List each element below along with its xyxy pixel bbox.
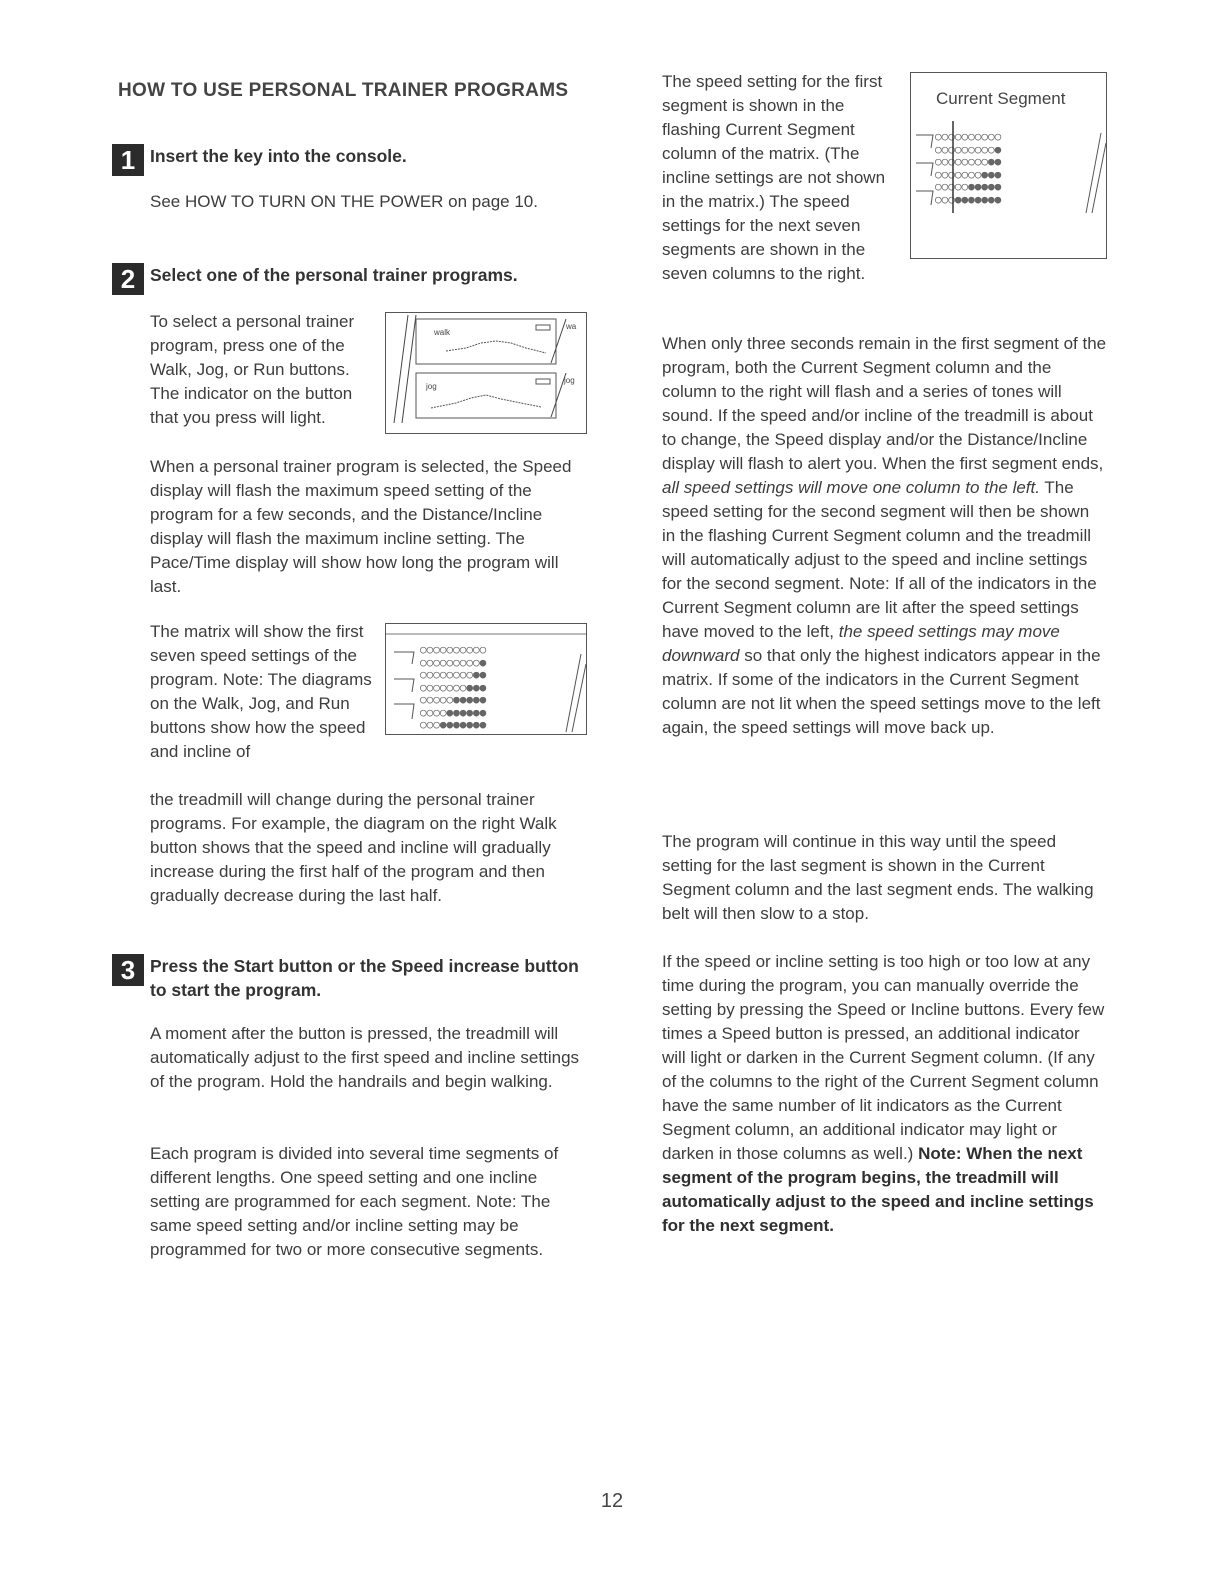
jog-button-label: jog [426, 382, 437, 391]
right-para-1: The speed setting for the first segment is shown in the flashing Current Segment column of the matrix. (The incline settings are not shown in the matrix.) The speed settings for the next seven segments are shown in the seven columns to the right. [662, 72, 886, 283]
step-number-2: 2 [112, 263, 144, 295]
current-segment-lines [911, 73, 1106, 258]
page-heading: HOW TO USE PERSONAL TRAINER PROGRAMS [118, 80, 569, 101]
right-para-2-start: When only three seconds remain in the first segment of the program, both the Current Segment column and the column to the right will flash and a series of tones will sound. If the speed and/or incline of the treadmill is about to change, the Speed display and/or the Distance/Incline display will flash to alert you. When the first segment ends, [662, 334, 1107, 473]
step-title-1: Insert the key into the console. [150, 146, 407, 166]
current-segment-label: Current Segment [936, 89, 1066, 108]
step-title-2: Select one of the personal trainer programs. [150, 265, 518, 285]
right-para-3: The program will continue in this way until the speed setting for the last segment is shown in the Current Segment column and the last segment ends. The walking belt will then slow to a stop. [662, 832, 1094, 923]
matrix-frame-lines [386, 624, 586, 734]
step-number-3: 3 [112, 954, 144, 986]
step-2-display-text: When a personal trainer program is selected, the Speed display will flash the maximum speed setting of the program for a few seconds, and the Distance/Incline display will flash the maximum incline setting. The Pace/Time display will show how long the program will last. [150, 457, 572, 596]
speed-matrix-figure [385, 623, 587, 735]
step-2-example-text: the treadmill will change during the personal trainer programs. For example, the diagram on the right Walk button shows that the speed and incline will gradually increase during the first half of the program and then gradually decrease during the last half. [150, 790, 557, 905]
right-walk-button-label: wa [566, 322, 577, 331]
right-para-4-note: Note: When the next segment of the program begins, the treadmill will automatically adjust to the speed and incline settings for the next segment. [662, 1144, 1094, 1235]
right-para-2 [662, 332, 1107, 740]
jog-button-label-right: jog [564, 376, 575, 385]
right-para-2-end: so that only the highest indicators appear in the matrix. If some of the indicators in the Current Segment column are not lit when the speed settings move to the left again, the speed settings will move back up. [662, 646, 1101, 737]
step-number-1: 1 [112, 144, 144, 176]
step-3-text-1: A moment after the button is pressed, the treadmill will automatically adjust to the first speed and incline settings of the program. Hold the handrails and begin walking. [150, 1024, 580, 1091]
page-number: 12 [600, 1490, 624, 1512]
matrix-dots: ○○○○○○○○○○ ○○○○○○○○○● ○○○○○○○○●● ○○○○○○○●●● ○○○○○●●●●● ○○○○●●●●●● ○○○●●●●●●● [420, 643, 487, 731]
step-2-intro: To select a personal trainer program, press one of the Walk, Jog, or Run buttons. The indicator on the button that you press will light. [150, 312, 355, 427]
right-para-2-italic: all speed settings will move one column to the left. [662, 478, 1040, 497]
current-segment-figure [910, 72, 1107, 259]
step-2-matrix-text: The matrix will show the first seven speed settings of the program. Note: The diagrams on the Walk, Jog, and Run buttons show how the speed and incline of [150, 622, 372, 761]
right-para-2-italic-2: the speed settings may move downward [662, 622, 1060, 665]
step-title-3: Press the Start button or the Speed increase button to start the program. [150, 956, 579, 1000]
step-3-text-2: Each program is divided into several time segments of different lengths. One speed setting and one incline setting are programmed for each segment. Note: The same speed setting and/or incline setting may be programmed for two or more consecutive segments. [150, 1144, 559, 1259]
step-1-text: See HOW TO TURN ON THE POWER on page 10. [150, 192, 538, 211]
right-para-4-text: If the speed or incline setting is too high or too low at any time during the program, you can manually override the setting by pressing the Speed or Incline buttons. Every few times a Speed button is pressed, an additional indicator will light or darken in the Current Segment column. (If any of the columns to the right of the Current Segment column have the same number of lit indicators as the Current Segment column, an additional indicator may light or darken in those columns as well.) [662, 952, 1105, 1163]
walk-button-label: walk [434, 328, 451, 337]
program-buttons-drawing [386, 313, 586, 433]
current-segment-dots: ○○○○○○○○○○ ○○○○○○○○○● ○○○○○○○○●● ○○○○○○○●●● ○○○○○●●●●● ○○○●●●●●●● [935, 130, 1002, 206]
right-para-2-middle: The speed setting for the second segment will then be shown in the flashing Current Segment column and the treadmill will automatically adjust to the speed and incline settings for the second segment. Note: If all of the indicators in the Current Segment column are lit after the speed settings have moved to the left, [662, 478, 1097, 641]
program-buttons-figure [385, 312, 587, 434]
right-para-4 [662, 950, 1107, 1238]
